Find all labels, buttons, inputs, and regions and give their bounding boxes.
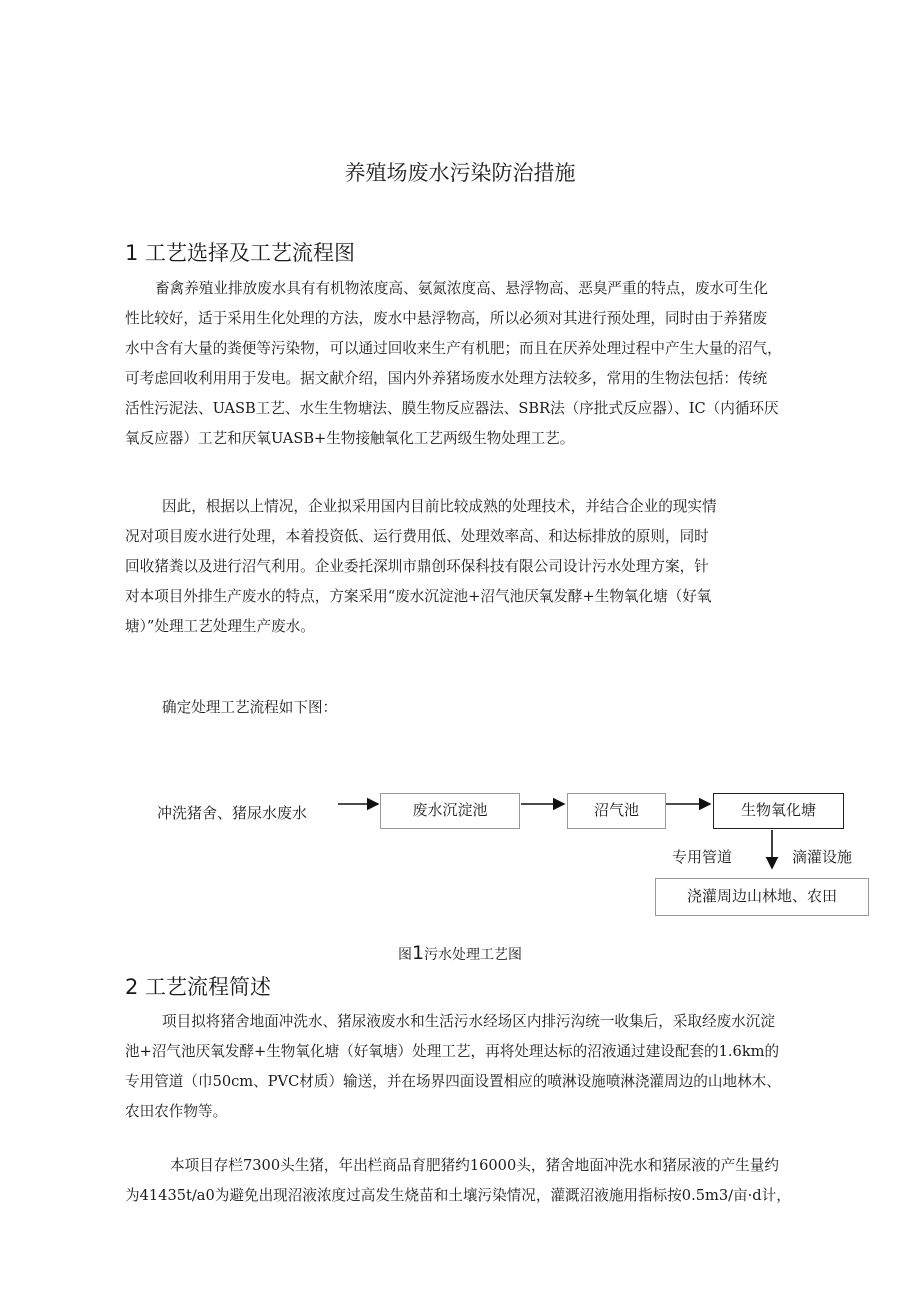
section-2-paragraph-2: [125, 1151, 811, 1211]
caption-text: 污水处理工艺图: [424, 947, 523, 963]
text-line: 性比较好，适于采用生化处理的方法，废水中悬浮物高，所以必须对其进行预处理，同时由于养猪废: [125, 310, 768, 327]
section-1-paragraph-3: 确定处理工艺流程如下图：: [162, 699, 338, 716]
text-line: 项目拟将猪舍地面冲洗水、猪尿液废水和生活污水经场区内排污沟统一收集后，采取经废水沉淀: [162, 1013, 775, 1030]
text-line: 活性污泥法、UASB工艺、水生生物塘法、膜生物反应器法、SBR法（序批式反应器）、IC（内循环厌: [125, 400, 779, 417]
text-line: 因此，根据以上情况，企业拟采用国内目前比较成熟的处理技术，并结合企业的现实情: [162, 498, 717, 515]
text-line: 塘）”处理工艺处理生产废水。: [125, 618, 315, 635]
flow-step-sedimentation-tank: 废水沉淀池: [380, 793, 520, 829]
text-line: 对本项目外排生产废水的特点，方案采用“废水沉淀池+沼气池厌氧发酵+生物氧化塘（好氧: [125, 588, 712, 605]
flow-final-irrigation: 浇灌周边山林地、农田: [655, 878, 869, 916]
text-line: 专用管道（巾50cm、PVC材质）输送，并在场界四面设置相应的喷淋设施喷淋浇灌周边的山地林木、: [125, 1073, 781, 1090]
caption-prefix: 图: [397, 947, 412, 963]
flow-step-biogas-tank: 沼气池: [567, 793, 666, 829]
flow-step-oxidation-pond: 生物氧化塘: [713, 793, 844, 829]
caption-number: 1: [411, 942, 425, 964]
text-line: 水中含有大量的粪便等污染物，可以通过回收来生产有机肥；而且在厌养处理过程中产生大量的沼气，: [125, 340, 782, 357]
flow-source-label: 冲洗猪舍、猪尿水废水: [157, 804, 308, 822]
flow-right-label: 滴灌设施: [792, 848, 853, 866]
figure-caption: [0, 942, 920, 964]
text-line: 农田农作物等。: [125, 1103, 228, 1120]
page-title: 养殖场废水污染防治措施: [344, 161, 576, 185]
text-line: 回收猪粪以及进行沼气利用。企业委托深圳市鼎创环保科技有限公司设计污水处理方案，针: [125, 558, 709, 575]
section-2-paragraph-1: [125, 1007, 811, 1127]
text-line: 为41435t∕a0为避免出现沼液浓度过高发生烧苗和土壤污染情况，灌溉沼液施用指标按0.5m3∕亩·d计，: [125, 1187, 791, 1204]
section-1-heading: 1 工艺选择及工艺流程图: [125, 241, 356, 265]
text-line: 可考虑回收利用用于发电。据文献介绍，国内外养猪场废水处理方法较多，常用的生物法包括：传统: [125, 370, 768, 387]
text-line: 况对项目废水进行处理，本着投资低、运行费用低、处理效率高、和达标排放的原则，同时: [125, 528, 709, 545]
text-line: 畜禽养殖业排放废水具有有机物浓度高、氨氮浓度高、悬浮物高、恶臭严重的特点，废水可生化: [155, 280, 768, 297]
section-2-heading: 2 工艺流程简述: [125, 975, 272, 999]
flow-left-label: 专用管道: [672, 848, 733, 866]
text-line: 本项目存栏7300头生猪，年出栏商品育肥猪约16000头，猪舍地面冲洗水和猪尿液的产生量约: [170, 1157, 779, 1174]
text-line: 池+沼气池厌氧发酵+生物氧化塘（好氧塘）处理工艺，再将处理达标的沼液通过建设配套的1.6km的: [125, 1043, 780, 1060]
text-line: 氧反应器）工艺和厌氧UASB+生物接触氧化工艺两级生物处理工艺。: [125, 430, 575, 447]
